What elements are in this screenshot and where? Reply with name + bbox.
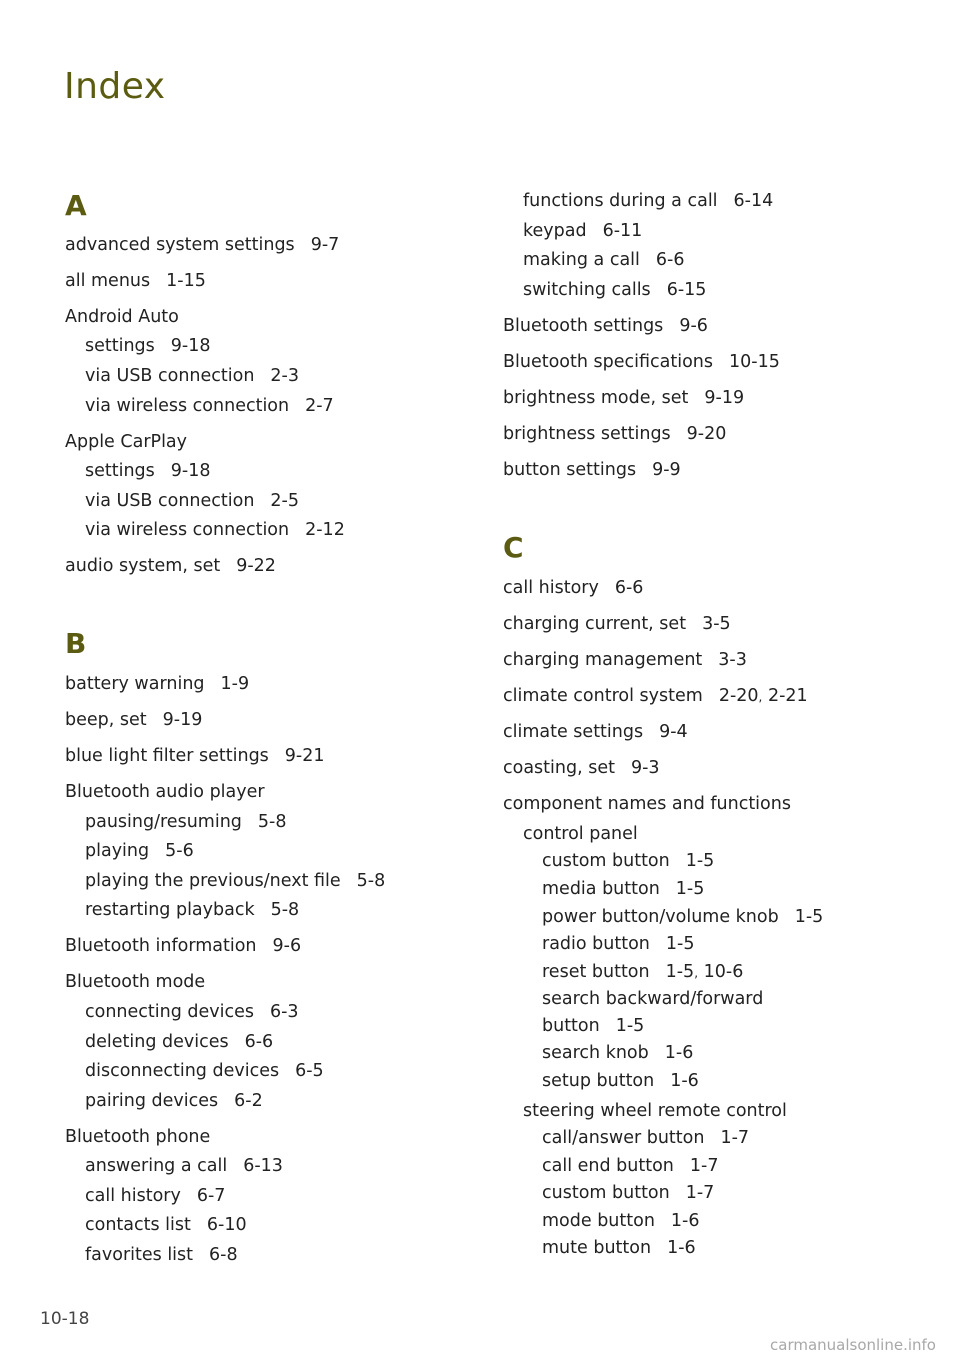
- index-subentry: [85, 518, 345, 542]
- entry-page: 9-6: [679, 316, 708, 336]
- entry-page: 2-7: [305, 396, 334, 416]
- entry-page: 1-15: [166, 271, 206, 291]
- entry-page: 1-6: [670, 1211, 700, 1231]
- index-entry: [65, 305, 179, 329]
- index-subentry: [523, 1099, 787, 1123]
- index-entry: [65, 269, 206, 293]
- entry-term: call/answer button: [542, 1128, 705, 1148]
- entry-page: 1-6: [667, 1238, 696, 1258]
- entry-page: 6-8: [209, 1245, 238, 1265]
- entry-page: 1-7: [689, 1156, 719, 1176]
- entry-page: 9-4: [659, 722, 688, 742]
- index-subentry: [85, 1154, 283, 1178]
- entry-page: 10-15: [729, 352, 780, 372]
- index-subentry: [85, 869, 385, 893]
- entry-page: 2-5: [270, 491, 300, 511]
- index-subsubentry: [542, 849, 714, 873]
- index-subentry: [523, 219, 642, 243]
- entry-term: audio system, set: [65, 556, 221, 576]
- entry-page: 1-5: [615, 1016, 645, 1036]
- index-entry: [65, 554, 276, 578]
- index-entry: [503, 612, 731, 636]
- entry-page: 10-6: [703, 962, 744, 982]
- entry-page: 1-6: [670, 1071, 699, 1091]
- entry-term: Bluetooth settings: [503, 316, 664, 336]
- entry-page: 9-18: [170, 461, 211, 481]
- entry-term: call end button: [542, 1156, 674, 1176]
- index-subsubentry: [542, 987, 763, 1011]
- index-subentry: [85, 394, 334, 418]
- watermark: carmanualsonline.info: [770, 1336, 936, 1354]
- entry-term: connecting devices: [85, 1002, 254, 1022]
- entry-page: 6-5: [295, 1061, 324, 1081]
- entry-term: climate settings: [503, 722, 644, 742]
- entry-term: via wireless connection: [85, 396, 290, 416]
- index-subentry: [85, 459, 211, 483]
- entry-term: brightness settings: [503, 424, 671, 444]
- entry-page: 9-22: [236, 556, 276, 576]
- entry-page: 3-3: [718, 650, 747, 670]
- index-subsubentry: [542, 1014, 644, 1038]
- entry-term: charging management: [503, 650, 703, 670]
- entry-term: battery warning: [65, 674, 205, 694]
- index-subsubentry: [542, 877, 704, 901]
- index-subentry: [85, 489, 299, 513]
- section-letter-a: A: [65, 189, 87, 222]
- entry-term: Apple CarPlay: [65, 432, 188, 452]
- entry-term: settings: [85, 336, 155, 356]
- entry-term: reset button: [542, 962, 650, 982]
- entry-term: functions during a call: [523, 191, 718, 211]
- entry-term: search knob: [542, 1043, 649, 1063]
- entry-term: restarting playback: [85, 900, 255, 920]
- entry-page: 6-13: [243, 1156, 283, 1176]
- entry-page: 5-8: [257, 812, 287, 832]
- entry-term: control panel: [523, 824, 638, 844]
- entry-term: answering a call: [85, 1156, 228, 1176]
- page-separator: ,: [694, 966, 699, 980]
- entry-page: 9-18: [170, 336, 211, 356]
- index-subsubentry: [542, 1181, 714, 1205]
- index-subsubentry: [542, 1209, 700, 1233]
- entry-page: 9-21: [284, 746, 325, 766]
- entry-page: 1-9: [220, 674, 250, 694]
- entry-page: 9-19: [704, 388, 745, 408]
- entry-term: setup button: [542, 1071, 655, 1091]
- index-subsubentry: [542, 1236, 696, 1260]
- entry-term: all menus: [65, 271, 151, 291]
- index-subentry: [85, 1184, 225, 1208]
- index-subentry: [85, 1213, 247, 1237]
- index-subentry: [85, 810, 287, 834]
- entry-page: 5-8: [356, 871, 386, 891]
- entry-page: 6-7: [196, 1186, 226, 1206]
- index-subentry: [523, 822, 638, 846]
- page-separator: ,: [758, 690, 763, 704]
- index-subentry: [85, 1059, 324, 1083]
- entry-page: 9-6: [272, 936, 302, 956]
- entry-term: call history: [85, 1186, 181, 1206]
- entry-term: playing the previous/next file: [85, 871, 341, 891]
- entry-term: disconnecting devices: [85, 1061, 280, 1081]
- entry-page: 6-6: [244, 1032, 274, 1052]
- entry-term: power button/volume knob: [542, 907, 779, 927]
- entry-page: 9-20: [686, 424, 727, 444]
- entry-page: 5-6: [165, 841, 194, 861]
- entry-page: 6-6: [614, 578, 644, 598]
- entry-term: radio button: [542, 934, 650, 954]
- entry-term: Bluetooth phone: [65, 1127, 211, 1147]
- entry-term: keypad: [523, 221, 587, 241]
- entry-term: settings: [85, 461, 155, 481]
- entry-term: steering wheel remote control: [523, 1101, 787, 1121]
- entry-page: 1-7: [720, 1128, 750, 1148]
- entry-page: 6-14: [733, 191, 774, 211]
- entry-page: 1-5: [794, 907, 824, 927]
- index-subentry: [85, 364, 299, 388]
- entry-term: making a call: [523, 250, 640, 270]
- entry-page: 1-5: [675, 879, 705, 899]
- entry-term: Android Auto: [65, 307, 179, 327]
- index-subentry: [523, 278, 706, 302]
- index-entry: [503, 576, 643, 600]
- entry-page: 6-6: [655, 250, 685, 270]
- entry-page: 6-11: [602, 221, 643, 241]
- section-letter-c: C: [503, 531, 524, 564]
- entry-term: switching calls: [523, 280, 651, 300]
- index-entry: [503, 792, 791, 816]
- entry-page: 1-7: [685, 1183, 715, 1203]
- entry-term: pairing devices: [85, 1091, 219, 1111]
- entry-page: 9-7: [310, 235, 340, 255]
- entry-term: climate control system: [503, 686, 703, 706]
- entry-page: 2-20: [718, 686, 759, 706]
- index-entry: [65, 744, 325, 768]
- entry-term: button settings: [503, 460, 637, 480]
- index-entry: [65, 934, 301, 958]
- entry-term: contacts list: [85, 1215, 191, 1235]
- index-subentry: [85, 898, 299, 922]
- index-entry: [65, 672, 249, 696]
- entry-term: call history: [503, 578, 599, 598]
- entry-term: custom button: [542, 851, 670, 871]
- index-subentry: [523, 248, 684, 272]
- entry-term: Bluetooth information: [65, 936, 257, 956]
- entry-term: media button: [542, 879, 660, 899]
- entry-page: 6-10: [206, 1215, 247, 1235]
- entry-page: 6-2: [234, 1091, 263, 1111]
- index-subsubentry: [542, 1126, 749, 1150]
- index-subentry: [85, 334, 211, 358]
- entry-term: deleting devices: [85, 1032, 229, 1052]
- entry-page: 3-5: [702, 614, 731, 634]
- index-entry: [65, 430, 187, 454]
- index-subsubentry: [542, 932, 694, 956]
- entry-term: charging current, set: [503, 614, 687, 634]
- index-entry: [503, 648, 747, 672]
- index-subsubentry: [542, 905, 823, 929]
- index-subentry: [85, 1089, 263, 1113]
- index-entry: [503, 314, 708, 338]
- index-entry: [503, 386, 744, 410]
- index-entry: [503, 458, 681, 482]
- entry-term: custom button: [542, 1183, 670, 1203]
- entry-page: 2-21: [767, 686, 808, 706]
- entry-page: 9-9: [652, 460, 681, 480]
- entry-term: favorites list: [85, 1245, 194, 1265]
- index-entry: [65, 1125, 210, 1149]
- entry-term: playing: [85, 841, 150, 861]
- entry-page: 1-5: [685, 851, 715, 871]
- entry-term: mute button: [542, 1238, 652, 1258]
- entry-page: 6-3: [269, 1002, 299, 1022]
- index-subentry: [523, 189, 773, 213]
- entry-term: coasting, set: [503, 758, 615, 778]
- index-subentry: [85, 1030, 273, 1054]
- entry-page: 2-3: [270, 366, 300, 386]
- entry-term: search backward/forward: [542, 989, 764, 1009]
- index-entry: [65, 780, 265, 804]
- entry-page: 2-12: [305, 520, 345, 540]
- entry-page: 1-5: [665, 962, 695, 982]
- entry-term: via USB connection: [85, 491, 255, 511]
- entry-page: 6-15: [666, 280, 707, 300]
- index-entry: [65, 233, 339, 257]
- entry-term: button: [542, 1016, 600, 1036]
- entry-term: Bluetooth audio player: [65, 782, 265, 802]
- entry-term: Bluetooth mode: [65, 972, 206, 992]
- entry-term: component names and functions: [503, 794, 791, 814]
- index-entry: [65, 970, 205, 994]
- index-subsubentry: [542, 1041, 693, 1065]
- index-entry: [503, 756, 660, 780]
- entry-term: via wireless connection: [85, 520, 290, 540]
- page-number: 10-18: [40, 1309, 90, 1329]
- entry-page: 5-8: [270, 900, 300, 920]
- index-entry: [503, 720, 688, 744]
- entry-term: advanced system settings: [65, 235, 295, 255]
- index-entry: [503, 684, 808, 709]
- index-subentry: [85, 1000, 299, 1024]
- entry-term: via USB connection: [85, 366, 255, 386]
- entry-term: mode button: [542, 1211, 655, 1231]
- entry-page: 9-3: [630, 758, 660, 778]
- index-subentry: [85, 839, 194, 863]
- entry-term: blue light filter settings: [65, 746, 269, 766]
- index-subsubentry: [542, 1069, 699, 1093]
- entry-page: 9-19: [162, 710, 203, 730]
- entry-term: brightness mode, set: [503, 388, 689, 408]
- index-entry: [65, 708, 202, 732]
- index-subentry: [85, 1243, 238, 1267]
- index-subsubentry: [542, 1154, 718, 1178]
- entry-term: Bluetooth specifications: [503, 352, 713, 372]
- entry-term: beep, set: [65, 710, 147, 730]
- index-entry: [503, 350, 780, 374]
- index-entry: [503, 422, 726, 446]
- entry-page: 1-5: [665, 934, 695, 954]
- entry-page: 1-6: [664, 1043, 694, 1063]
- index-subsubentry: [542, 960, 743, 985]
- entry-term: pausing/resuming: [85, 812, 242, 832]
- page-title: Index: [64, 66, 166, 107]
- section-letter-b: B: [65, 627, 87, 660]
